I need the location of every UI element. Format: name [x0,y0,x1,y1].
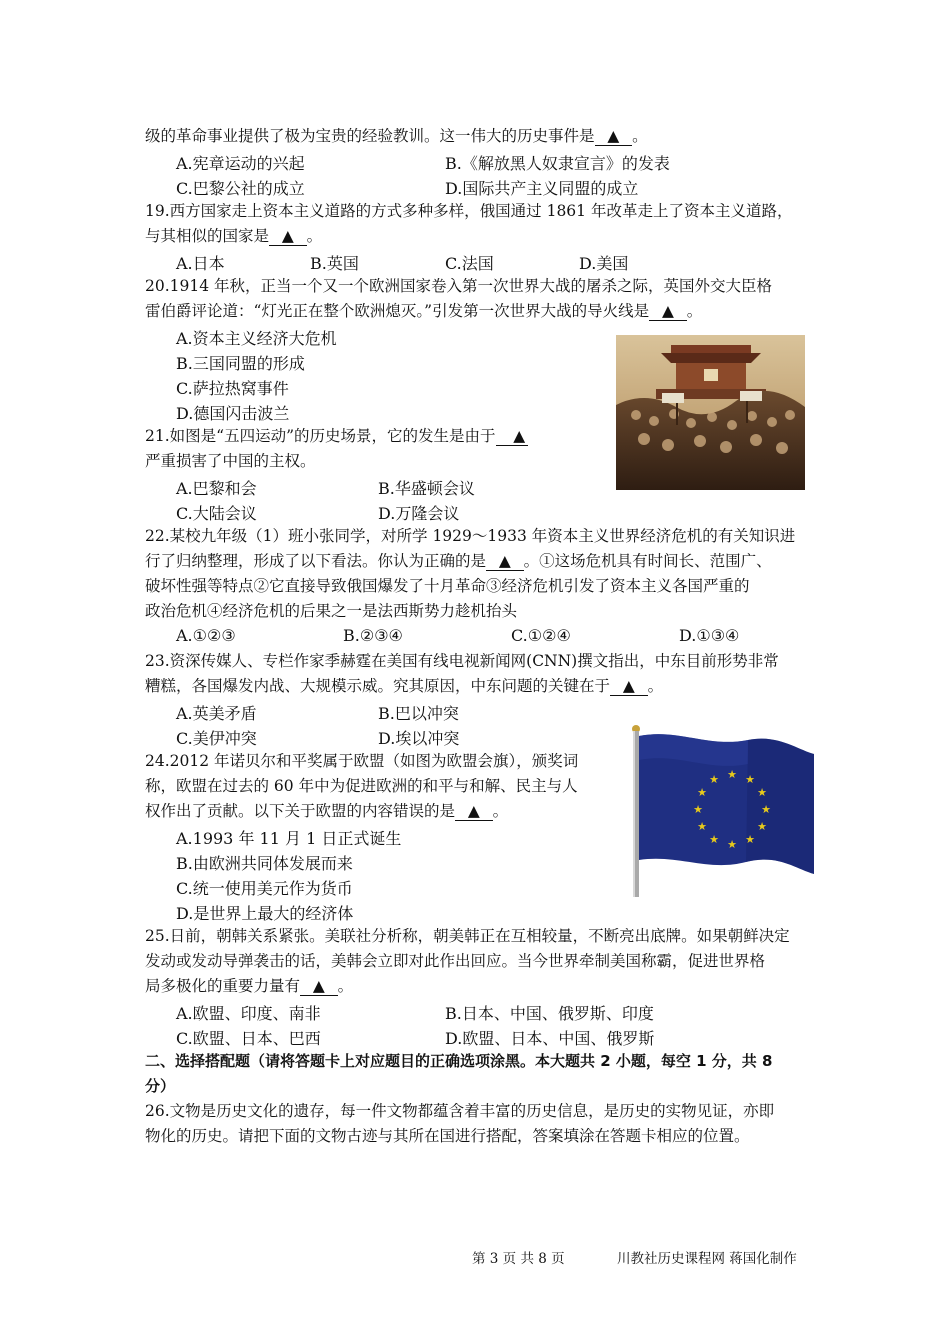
q20-end: 。 [686,302,703,320]
q21-option-a: A.巴黎和会 [176,479,257,498]
svg-text:★: ★ [757,786,767,799]
triangle-marker: ▲ [622,677,635,695]
q25-line2: 发动或发动导弹袭击的话，美韩会立即对此作出回应。当今世界牵制美国称霸，促进世界格 [145,952,766,970]
triangle-marker: ▲ [661,302,674,320]
triangle-marker: ▲ [498,552,511,570]
q24-option-d: D.是世界上最大的经济体 [176,904,354,923]
triangle-marker: ▲ [467,802,480,820]
answer-blank [455,803,493,821]
triangle-marker: ▲ [312,977,325,995]
answer-blank [595,128,633,146]
q25-line3 [145,976,353,996]
q24-option-b: B.由欧洲共同体发展而来 [176,854,353,873]
q18-stem [145,126,648,146]
q25-option-b: B.日本、中国、俄罗斯、印度 [445,1004,654,1023]
q22-line2-text: 行了归纳整理，形成了以下看法。你认为正确的是 [145,552,487,570]
triangle-marker: ▲ [513,427,526,445]
q20-line1: 20.1914 年秋，正当一个又一个欧洲国家卷入第一次世界大战的屠杀之际，英国外交大臣格 [145,277,773,295]
q19-option-d: D.美国 [579,254,629,273]
q23-line2 [145,676,663,696]
svg-text:★: ★ [761,803,771,816]
q24-line3-text: 权作出了贡献。以下关于欧盟的内容错误的是 [145,802,456,820]
q23-end: 。 [647,677,664,695]
q24-option-c: C.统一使用美元作为货币 [176,879,353,898]
q24-option-a: A.1993 年 11 月 1 日正式诞生 [176,829,402,848]
q23-option-b: B.巴以冲突 [378,704,459,723]
q26-line2: 物化的历史。请把下面的文物古迹与其所在国进行搭配，答案填涂在答题卡相应的位置。 [145,1127,750,1145]
triangle-marker: ▲ [607,127,620,145]
q22-line4: 政治危机④经济危机的后果之一是法西斯势力趁机抬头 [145,602,518,620]
answer-blank [300,978,338,996]
q20-line2 [145,301,702,321]
q25-end: 。 [337,977,354,995]
svg-text:★: ★ [697,820,707,833]
q20-line2-text: 雷伯爵评论道：“灯光正在整个欧洲熄灭。”引发第一次世界大战的导火线是 [145,302,650,320]
svg-text:★: ★ [709,833,719,846]
q22-line2-tail: 。①这场危机具有时间长、范围广、 [523,552,772,570]
q25-option-c: C.欧盟、日本、巴西 [176,1029,321,1048]
q21-option-c: C.大陆会议 [176,504,257,523]
q19-line2 [145,226,322,246]
q23-line1: 23.资深传媒人、专栏作家季赫霆在美国有线电视新闻网(CNN)撰文指出，中东目前形势非常 [145,652,779,670]
q18-stem-text: 级的革命事业提供了极为宝贵的经验教训。这一伟大的历史事件是 [145,127,595,145]
svg-text:★: ★ [697,786,707,799]
q21-line1 [145,426,528,446]
q23-option-d: D.埃以冲突 [378,729,460,748]
q20-option-a: A.资本主义经济大危机 [176,329,337,348]
q20-option-d: D.德国闪击波兰 [176,404,290,423]
q22-line2 [145,551,772,571]
q21-line2: 严重损害了中国的主权。 [145,452,316,470]
q22-option-b: B.②③④ [343,626,403,645]
triangle-marker: ▲ [281,227,294,245]
q22-line3: 破坏性强等特点②它直接导致俄国爆发了十月革命③经济危机引发了资本主义各国严重的 [145,577,750,595]
page-number: 第 3 页 共 8 页 [472,1251,565,1267]
q22-line1: 22.某校九年级（1）班小张同学，对所学 1929～1933 年资本主义世界经济危机的有关知识进 [145,527,796,545]
svg-text:★: ★ [745,773,755,786]
answer-blank [496,428,529,446]
q19-option-a: A.日本 [176,254,225,273]
q24-line1: 24.2012 年诺贝尔和平奖属于欧盟（如图为欧盟会旗），颁奖词 [145,752,579,770]
q24-end: 。 [492,802,509,820]
q21-line1-text: 21.如图是“五四运动”的历史场景，它的发生是由于 [145,427,496,445]
footer-credit: 川教社历史课程网 蒋国化制作 [617,1251,797,1267]
q20-option-b: B.三国同盟的形成 [176,354,305,373]
q19-option-b: B.英国 [310,254,359,273]
svg-text:★: ★ [727,838,737,851]
svg-text:★: ★ [727,768,737,781]
q18-option-a: A.宪章运动的兴起 [176,154,305,173]
answer-blank [610,678,648,696]
q19-option-c: C.法国 [445,254,494,273]
answer-blank [269,228,307,246]
q18-option-d: D.国际共产主义同盟的成立 [445,179,639,198]
q19-line1: 19.西方国家走上资本主义道路的方式多种多样，俄国通过 1861 年改革走上了资本主义道路， [145,202,793,220]
q18-option-b: B.《解放黑人奴隶宣言》的发表 [445,154,670,173]
q26-line1: 26.文物是历史文化的遗存，每一件文物都蕴含着丰富的历史信息，是历史的实物见证，亦即 [145,1102,775,1120]
svg-text:★: ★ [709,773,719,786]
eu-flag-image [628,724,818,900]
q25-option-d: D.欧盟、日本、中国、俄罗斯 [445,1029,655,1048]
q19-end: 。 [306,227,323,245]
may-fourth-movement-image [616,335,805,490]
q22-option-a: A.①②③ [176,626,236,645]
svg-text:★: ★ [693,803,703,816]
q21-option-b: B.华盛顿会议 [378,479,475,498]
section2-heading-line1: 二、选择搭配题（请将答题卡上对应题目的正确选项涂黑。本大题共 2 小题，每空 1 分，共 8 [145,1052,773,1070]
q21-option-d: D.万隆会议 [378,504,460,523]
q23-line2-text: 糟糕，各国爆发内战、大规模示威。究其原因，中东问题的关键在于 [145,677,611,695]
q22-option-d: D.①③④ [679,626,740,645]
answer-blank [649,303,687,321]
q25-line1: 25.日前，朝韩关系紧张。美联社分析称，朝美韩正在互相较量，不断亮出底牌。如果朝鲜决定 [145,927,790,945]
answer-blank [486,553,524,571]
q25-option-a: A.欧盟、印度、南非 [176,1004,321,1023]
q24-line2: 称，欧盟在过去的 60 年中为促进欧洲的和平与和解、民主与人 [145,777,578,795]
q20-option-c: C.萨拉热窝事件 [176,379,289,398]
q18-option-c: C.巴黎公社的成立 [176,179,305,198]
q18-end: 。 [632,127,648,145]
q23-option-a: A.英美矛盾 [176,704,257,723]
q24-line3 [145,801,508,821]
svg-text:★: ★ [745,833,755,846]
section2-heading-line2: 分） [145,1077,176,1095]
q25-line3-text: 局多极化的重要力量有 [145,977,301,995]
q23-option-c: C.美伊冲突 [176,729,257,748]
q19-line2-text: 与其相似的国家是 [145,227,270,245]
svg-text:★: ★ [757,820,767,833]
q22-option-c: C.①②④ [511,626,571,645]
